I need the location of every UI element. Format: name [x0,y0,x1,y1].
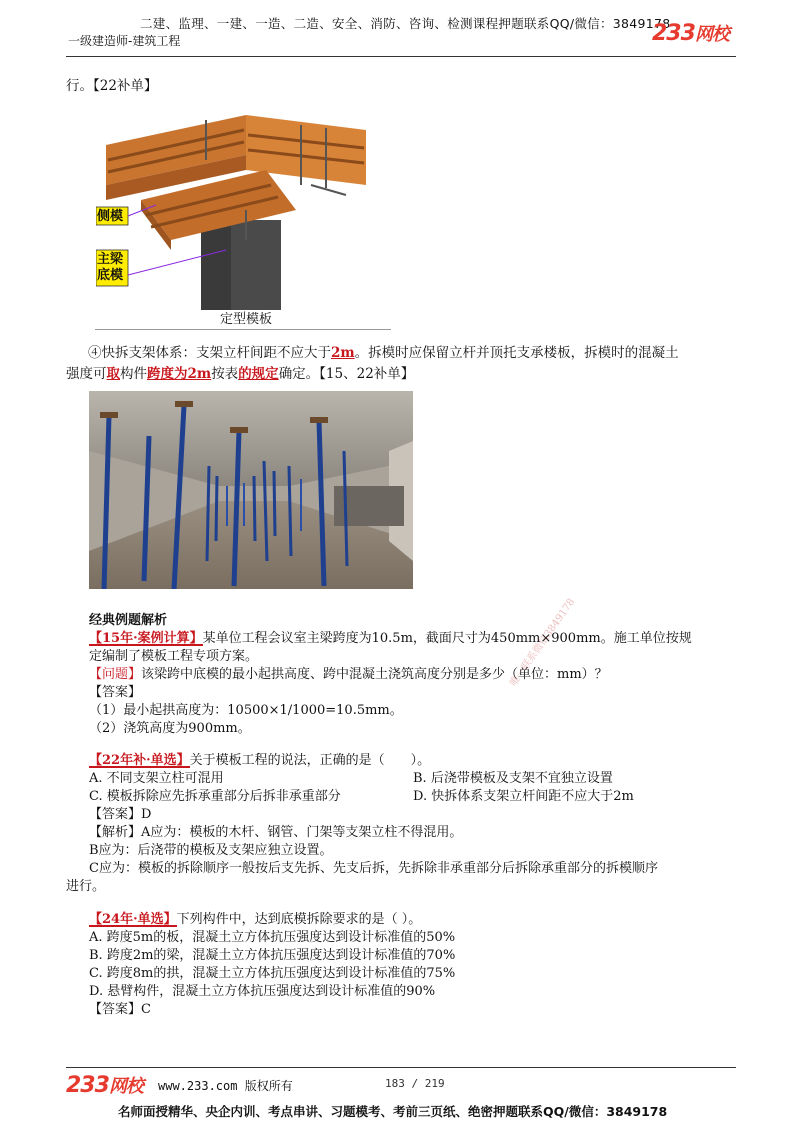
q2-explanation-3: C应为：模板的拆除顺序一般按后支先拆、先支后拆，先拆除非承重部分后拆除承重部分的拆模顺序 [89,861,658,876]
q3-option-b: B. 跨度2m的梁，混凝土立方体抗压强度达到设计标准值的70% [89,948,456,963]
figure1-divider [95,329,391,330]
q2-option-b: B. 后浇带模板及支架不宜独立设置 [413,771,613,786]
q2-explanation-2: B应为：后浇带的模板及支架应独立设置。 [89,843,333,858]
para4-line1: ④快拆支架体系：支架立杆间距不应大于2m。拆模时应保留立杆并顶托支承楼板，拆模时的混凝土 [88,345,679,361]
q2-option-c: C. 模板拆除应先拆承重部分后拆非承重部分 [89,789,341,804]
label-side-mold: 侧模 [97,209,124,224]
q1-question: 【问题】该梁跨中底模的最小起拱高度、跨中混凝土浇筑高度分别是多少（单位：mm）？ [89,667,608,682]
q3-option-a: A. 跨度5m的板，混凝土立方体抗压强度达到设计标准值的50% [89,930,456,945]
q2-option-a: A. 不同支架立柱可混用 [89,771,224,786]
footer-logo: 233网校 [66,1073,143,1098]
intro-line: 行。【22补单】 [66,78,158,94]
page-number: 183 / 219 [385,1077,445,1090]
q1-answer-1: （1）最小起拱高度为：10500×1/1000=10.5mm。 [89,703,403,718]
header-contact-line: 二建、监理、一建、一造、二造、安全、消防、咨询、检测课程押题联系QQ/微信：3849178 [140,16,671,31]
q1-answer-label: 【答案】 [89,685,142,700]
header-subtitle: 一级建造师-建筑工程 [68,34,181,48]
q3-option-d: D. 悬臂构件，混凝土立方体抗压强度达到设计标准值的90% [89,984,436,999]
q3-stem: 【24年·单选】下列构件中，达到底模拆除要求的是（ ）。 [89,912,422,927]
quick-release-support-photo [89,391,413,589]
formwork-diagram-image [96,100,390,330]
footer-site-link[interactable]: www.233.com 版权所有 [158,1079,293,1093]
q2-stem: 【22年补·单选】关于模板工程的说法，正确的是（ ）。 [89,753,431,768]
q2-explanation-1: 【解析】A应为：模板的木杆、钢管、门架等支架立柱不得混用。 [89,825,463,840]
brand-logo: 233网校 [652,21,729,46]
q2-option-d: D. 快拆体系支架立杆间距不应大于2m [413,789,634,804]
footer-divider [66,1067,736,1068]
label-bottom-mold: 底模 [97,268,124,283]
q2-explanation-4: 进行。 [66,879,106,894]
q2-answer: 【答案】D [89,807,152,822]
q1-stem-line2: 定编制了模板工程专项方案。 [89,649,259,664]
header-divider [66,56,736,57]
q3-answer: 【答案】C [89,1002,151,1017]
footer-contact-line: 名师面授精华、央企内训、考点串讲、习题模考、考前三页纸、绝密押题联系QQ/微信：3849178 [118,1104,668,1119]
section-title: 经典例题解析 [89,613,168,628]
label-main-beam: 主梁 [97,252,124,267]
figure1-caption: 定型模板 [220,312,273,327]
watermark: 唯一联系微信3849178 [508,596,578,689]
q3-option-c: C. 跨度8m的拱，混凝土立方体抗压强度达到设计标准值的75% [89,966,456,981]
q1-stem-line1: 【15年·案例计算】某单位工程会议室主梁跨度为10.5m，截面尺寸为450mm×900mm。施工单位按规 [89,631,692,646]
q1-answer-2: （2）浇筑高度为900mm。 [89,721,251,736]
para4-line2: 强度可取构件跨度为2m按表的规定确定。【15、22补单】 [66,366,415,382]
